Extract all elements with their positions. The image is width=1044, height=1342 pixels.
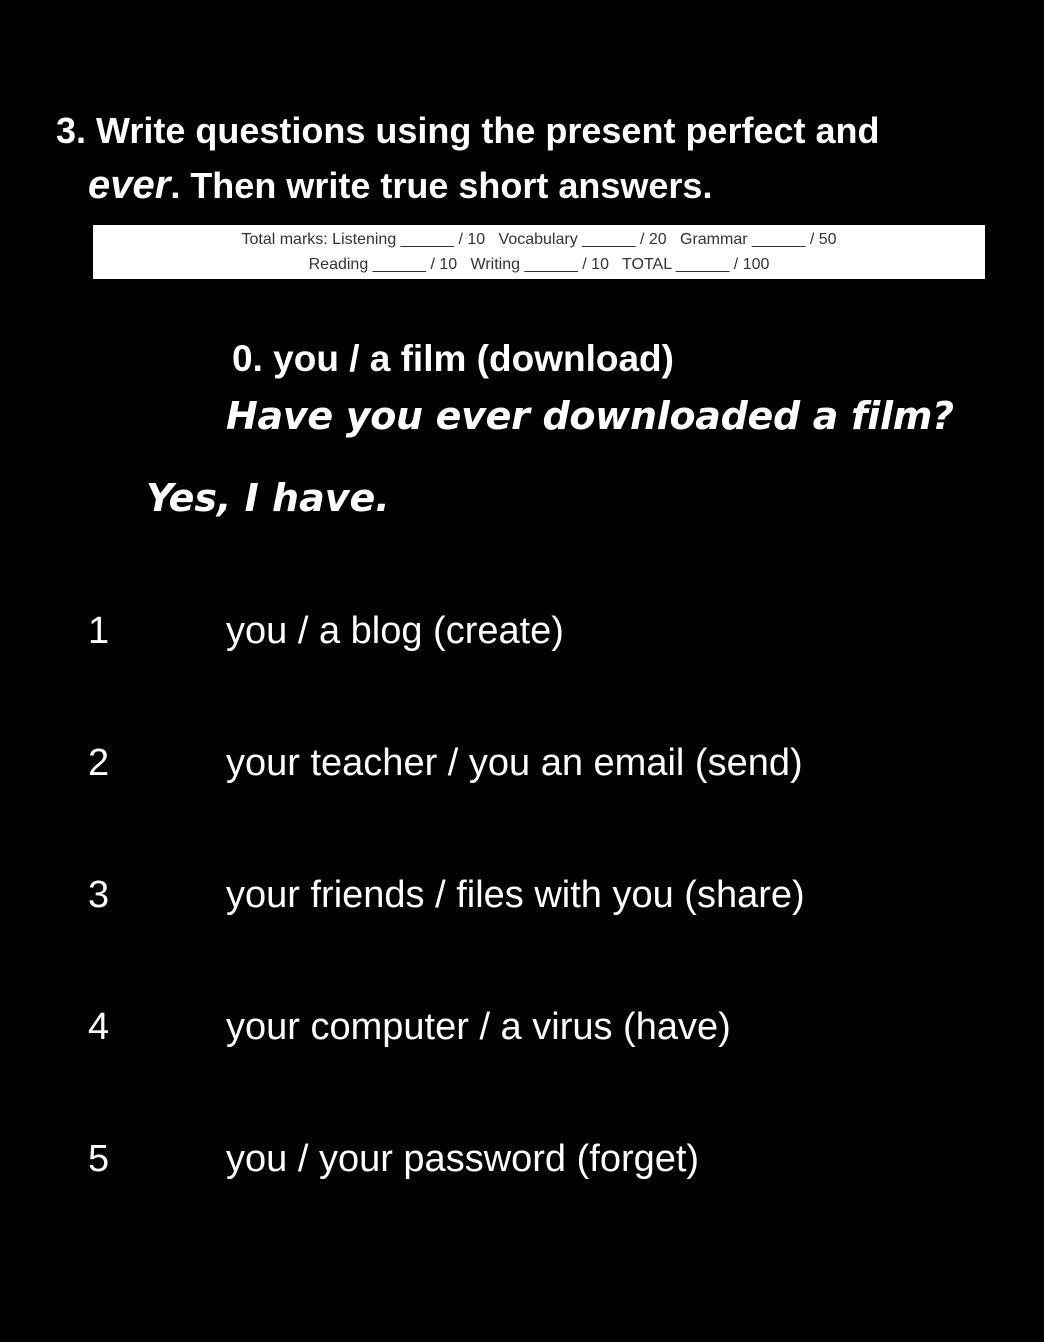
example-prompt: 0. you / a film (download): [232, 338, 674, 379]
item-number: 5: [88, 1138, 110, 1180]
example-question: Have you ever downloaded a film?: [226, 394, 954, 438]
item-number: 3: [88, 874, 110, 916]
exercise-item: [0, 738, 1044, 788]
item-number: 4: [88, 1006, 110, 1048]
exercise-item: [0, 870, 1044, 920]
item-prompt: your friends / files with you (share): [226, 874, 805, 916]
total-marks-box: [93, 225, 985, 279]
exercise-instruction: [56, 104, 1016, 213]
exercise-item: [0, 1134, 1044, 1184]
marks-row-2: Reading ______ / 10 Writing ______ / 10 TOTAL ______ / 100: [308, 256, 770, 273]
item-prompt: you / your password (forget): [226, 1138, 700, 1180]
instruction-line-2-rest: . Then write true short answers.: [170, 165, 713, 206]
item-prompt: you / a blog (create): [226, 610, 564, 652]
marks-row-1: Total marks: Listening ______ / 10 Vocabulary ______ / 20 Grammar ______ / 50: [241, 231, 837, 248]
item-prompt: your teacher / you an email (send): [226, 742, 803, 784]
item-number: 2: [88, 742, 110, 784]
example-answer: Yes, I have.: [146, 476, 390, 520]
instruction-line-2: [56, 158, 1016, 213]
exercise-item: [0, 1002, 1044, 1052]
instruction-emphasis: ever: [88, 163, 171, 207]
item-prompt: your computer / a virus (have): [226, 1006, 731, 1048]
item-number: 1: [88, 610, 110, 652]
exercise-item: [0, 606, 1044, 656]
instruction-line-1: 3. Write questions using the present perfect and: [56, 110, 880, 151]
